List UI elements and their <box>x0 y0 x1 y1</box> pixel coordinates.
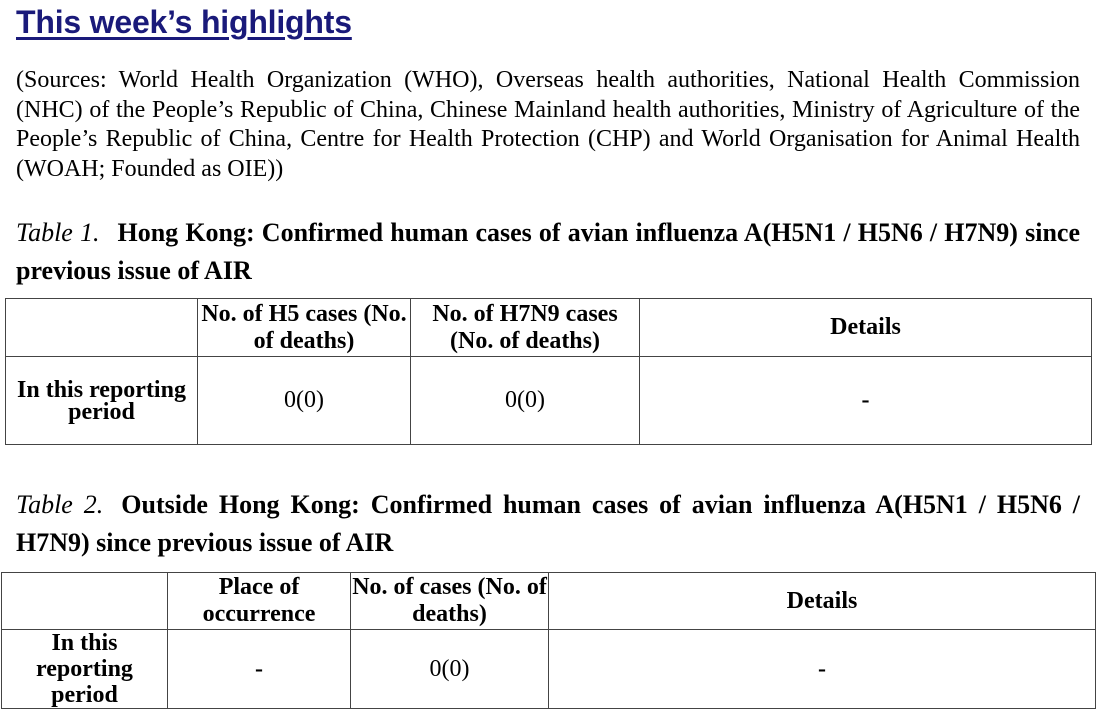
table-row <box>6 357 1092 445</box>
header-cell-cases: No. of cases (No. of deaths) <box>351 573 549 630</box>
details-value: - <box>549 630 1096 709</box>
header-cell-empty <box>2 573 168 630</box>
place-value: - <box>168 630 351 709</box>
table-header-row <box>2 573 1096 630</box>
h5-cases-value: 0(0) <box>198 357 411 445</box>
header-cell-h5-cases: No. of H5 cases (No. of deaths) <box>198 299 411 357</box>
table1-label: Table 1. <box>16 218 100 247</box>
sources-note: (Sources: World Health Organization (WHO), Overseas health authorities, National Health Commission (NHC) of the People’s Republic of China, Chinese Mainland health authorities, Ministry of Agriculture of the People’s Republic of China, Centre for Health Protection (CHP) and World Organisation for Animal Health (WOAH; Founded as OIE)) <box>16 67 1080 182</box>
cases-value: 0(0) <box>351 630 549 709</box>
table1 <box>5 298 1092 445</box>
table2-caption <box>16 486 1080 562</box>
table1-title: Hong Kong: Confirmed human cases of avian influenza A(H5N1 / H5N6 / H7N9) since previous issue of AIR <box>16 218 1080 285</box>
table-row <box>2 630 1096 709</box>
header-cell-details: Details <box>549 573 1096 630</box>
row-label: In this reporting period <box>6 357 198 445</box>
page-heading: This week’s highlights <box>16 4 352 40</box>
table-header-row <box>6 299 1092 357</box>
h7n9-cases-value: 0(0) <box>411 357 640 445</box>
header-cell-h7n9-cases: No. of H7N9 cases (No. of deaths) <box>411 299 640 357</box>
table1-caption <box>16 214 1080 290</box>
header-cell-place: Place of occurrence <box>168 573 351 630</box>
details-value: - <box>640 357 1092 445</box>
table2-title: Outside Hong Kong: Confirmed human cases of avian influenza A(H5N1 / H5N6 / H7N9) since previous issue of AIR <box>16 490 1081 557</box>
header-cell-details: Details <box>640 299 1092 357</box>
table2 <box>1 572 1096 709</box>
row-label: In this reporting period <box>2 630 168 709</box>
header-cell-empty <box>6 299 198 357</box>
table2-label: Table 2. <box>16 490 104 519</box>
